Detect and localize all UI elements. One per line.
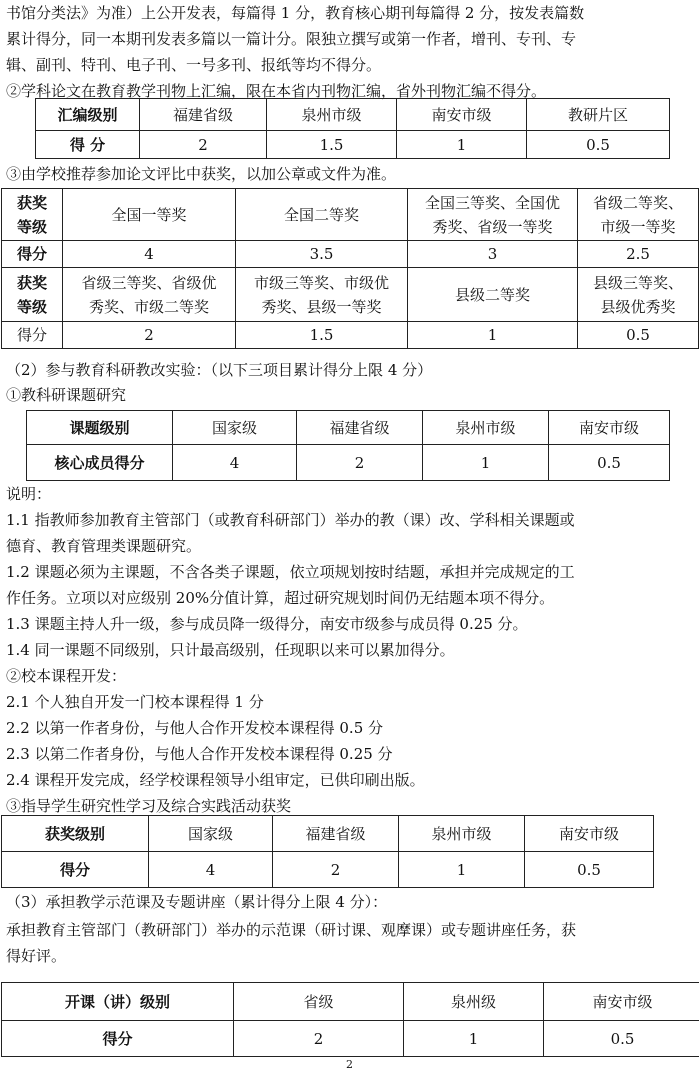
table-header-cell: 南安市级 <box>525 816 654 852</box>
text-line: 承担教育主管部门（教研部门）举办的示范课（研讨课、观摩课）或专题讲座任务，获 <box>6 917 576 943</box>
table-cell: 4 <box>173 445 297 481</box>
section-heading: （2）参与教育科研教改实验：（以下三项目累计得分上限 4 分） <box>6 357 432 383</box>
text-line: 1.3 课题主持人升一级，参与成员降一级得分，南安市级参与成员得 0.25 分。 <box>6 611 696 637</box>
table-header-cell: 汇编级别 <box>36 99 140 131</box>
table-cell: 2.5 <box>578 241 699 268</box>
table-cell: 0.5 <box>527 131 670 159</box>
text-line: ③指导学生研究性学习及综合实践活动获奖 <box>6 793 696 819</box>
award-table <box>1 188 699 349</box>
text-line: 累计得分，同一本期刊发表多篇以一篇计分。限独立撰写或第一作者，增刊、专刊、专 <box>6 26 696 52</box>
guidance-table <box>1 815 654 888</box>
page-number: 2 <box>0 1058 699 1071</box>
table-cell: 2 <box>234 1021 404 1057</box>
table-cell: 获奖 等级 <box>2 268 63 322</box>
text-line: 辑、副刊、特刊、电子刊、一号多刊、报纸等均不得分。 <box>6 52 696 78</box>
text-line: 德育、教育管理类课题研究。 <box>6 533 696 559</box>
table-cell: 1 <box>404 1021 544 1057</box>
table-header-cell: 泉州市级 <box>423 411 549 445</box>
text-line: 2.2 以第一作者身份，与他人合作开发校本课程得 0.5 分 <box>6 715 696 741</box>
table-header-cell: 福建省级 <box>273 816 399 852</box>
table-cell: 2 <box>273 852 399 888</box>
compilation-table <box>35 98 670 159</box>
table-cell: 全国二等奖 <box>236 189 408 241</box>
table-cell: 得分 <box>2 322 63 349</box>
table-cell: 省级二等奖、 市级一等奖 <box>578 189 699 241</box>
text-line: 2.4 课程开发完成，经学校课程领导小组审定，已供印刷出版。 <box>6 767 696 793</box>
table-cell: 2 <box>140 131 267 159</box>
text-line: 1.2 课题必须为主课题，不含各类子课题，依立项规划按时结题，承担并完成规定的工 <box>6 559 696 585</box>
table-header-cell: 国家级 <box>173 411 297 445</box>
table-cell: 全国三等奖、全国优 秀奖、省级一等奖 <box>408 189 578 241</box>
table-header-cell: 教研片区 <box>527 99 670 131</box>
table-cell: 省级三等奖、省级优 秀奖、市级二等奖 <box>63 268 236 322</box>
table-cell: 1 <box>408 322 578 349</box>
text-line: ③由学校推荐参加论文评比中获奖，以加公章或文件为准。 <box>6 161 396 187</box>
table-header-cell: 福建省级 <box>297 411 423 445</box>
table-cell: 4 <box>149 852 273 888</box>
table-cell: 3 <box>408 241 578 268</box>
table-cell: 2 <box>63 322 236 349</box>
text-line: 2.3 以第二作者身份，与他人合作开发校本课程得 0.25 分 <box>6 741 696 767</box>
text-line: ②学科论文在教育教学刊物上汇编，限在本省内刊物汇编，省外刊物汇编不得分。 <box>6 78 696 104</box>
table-cell: 县级三等奖、 县级优秀奖 <box>578 268 699 322</box>
table-header-cell: 开课（讲）级别 <box>2 983 234 1021</box>
table-cell: 1.5 <box>267 131 397 159</box>
table-cell: 得分 <box>2 241 63 268</box>
text-line: ②校本课程开发： <box>6 663 696 689</box>
table-header-cell: 国家级 <box>149 816 273 852</box>
table-header-cell: 南安市级 <box>397 99 527 131</box>
table-header-cell: 南安市级 <box>549 411 670 445</box>
table-cell: 3.5 <box>236 241 408 268</box>
table-cell: 1 <box>423 445 549 481</box>
table-cell: 全国一等奖 <box>63 189 236 241</box>
table-header-cell: 泉州市级 <box>267 99 397 131</box>
table-header-cell: 获奖级别 <box>2 816 149 852</box>
lecture-table <box>1 982 699 1057</box>
intro-paragraph <box>6 0 696 104</box>
table-cell: 得分 <box>2 1021 234 1057</box>
table-cell: 市级三等奖、市级优 秀奖、县级一等奖 <box>236 268 408 322</box>
text-line: 1.1 指教师参加教育主管部门（或教育科研部门）举办的教（课）改、学科相关课题或 <box>6 507 696 533</box>
text-line: 说明： <box>6 481 696 507</box>
table-cell: 得 分 <box>36 131 140 159</box>
table-cell: 4 <box>63 241 236 268</box>
table-header-cell: 省级 <box>234 983 404 1021</box>
table-cell: 0.5 <box>578 322 699 349</box>
text-line: 2.1 个人独自开发一门校本课程得 1 分 <box>6 689 696 715</box>
notes-block <box>6 481 696 819</box>
table-cell: 获奖 等级 <box>2 189 63 241</box>
table-header-cell: 泉州级 <box>404 983 544 1021</box>
table-cell: 0.5 <box>525 852 654 888</box>
table-cell: 2 <box>297 445 423 481</box>
table-cell: 1 <box>397 131 527 159</box>
text-line: 书馆分类法》为准）上公开发表，每篇得 1 分，教育核心期刊每篇得 2 分，按发表篇数 <box>6 0 696 26</box>
table-cell: 1 <box>399 852 525 888</box>
table-cell: 0.5 <box>549 445 670 481</box>
table-cell: 0.5 <box>544 1021 699 1057</box>
table-cell: 核心成员得分 <box>27 445 173 481</box>
table-header-cell: 南安市级 <box>544 983 699 1021</box>
research-table <box>26 410 670 481</box>
table-cell: 得分 <box>2 852 149 888</box>
table-header-cell: 福建省级 <box>140 99 267 131</box>
table-cell: 县级二等奖 <box>408 268 578 322</box>
table-cell: 1.5 <box>236 322 408 349</box>
table-header-cell: 泉州市级 <box>399 816 525 852</box>
table-header-cell: 课题级别 <box>27 411 173 445</box>
text-line: 作任务。立项以对应级别 20%分值计算，超过研究规划时间仍无结题本项不得分。 <box>6 585 696 611</box>
subsection-heading: ①教科研课题研究 <box>6 382 126 408</box>
text-line: 得好评。 <box>6 943 66 969</box>
text-line: 1.4 同一课题不同级别，只计最高级别，任现职以来可以累加得分。 <box>6 637 696 663</box>
section-heading: （3）承担教学示范课及专题讲座（累计得分上限 4 分）： <box>6 889 387 915</box>
